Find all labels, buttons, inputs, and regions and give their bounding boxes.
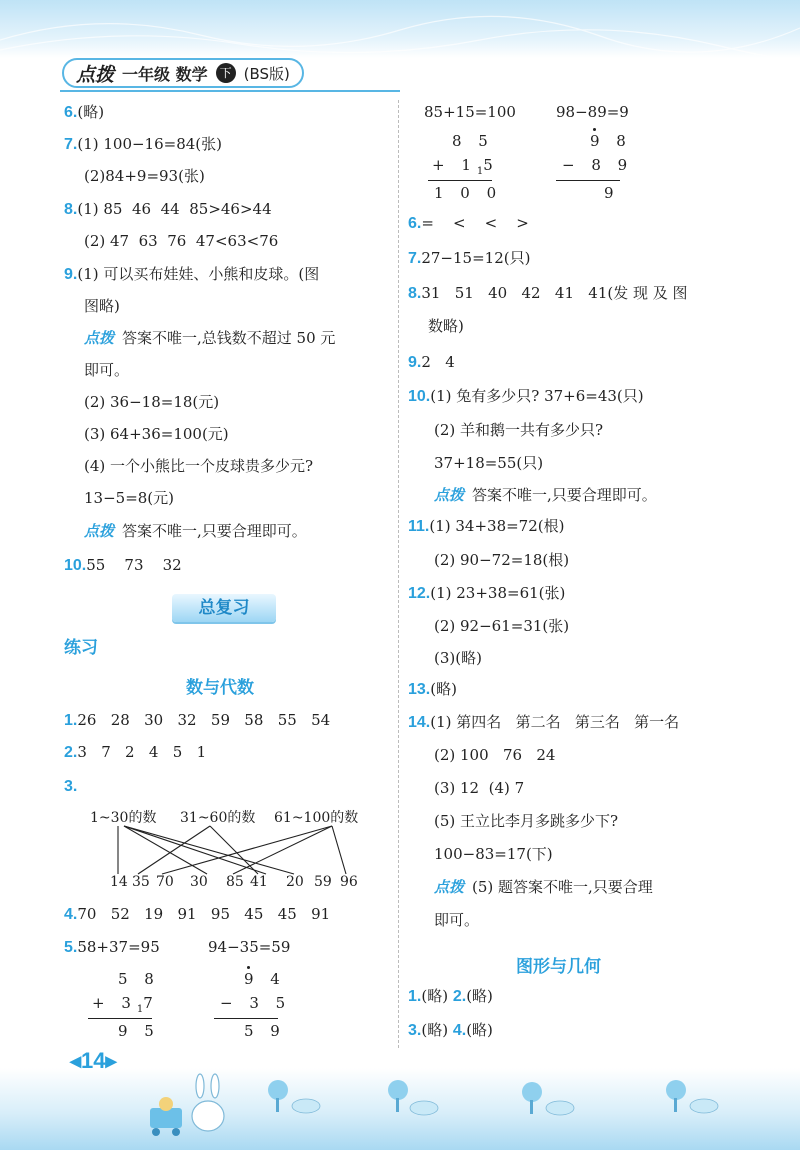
calc-line [428, 180, 492, 181]
answer-item: 10.(1) 兔有多少只? 37+6=43(只) [408, 387, 644, 405]
tip-label: 点拨 [434, 878, 465, 896]
item-number: 12. [408, 585, 431, 602]
answer-item: 6.(略) [64, 103, 105, 121]
calc-line [214, 1018, 278, 1019]
answer-item: 4.70 52 19 91 95 45 45 91 [64, 905, 331, 923]
item-number: 14. [408, 714, 431, 731]
tip-label: 点拨 [84, 522, 115, 540]
bush-icon [292, 1099, 320, 1113]
answer-line: (2) 92−61=31(张) [434, 617, 570, 635]
answer-item: 8.31 51 40 42 41 41(发 现 及 图 [408, 284, 688, 302]
tip-note: 点拨 答案不唯一,只要合理即可。 [434, 486, 657, 504]
vertical-calculation [556, 128, 634, 208]
calc-top: 8 5 [452, 132, 494, 150]
borrow-dot [247, 966, 250, 969]
number-node: 59 [314, 874, 332, 890]
tip-note: 点拨 答案不唯一,总钱数不超过 50 元 [84, 329, 336, 347]
answer-item: 7.27−15=12(只) [408, 249, 531, 267]
calc-result: 9 [604, 184, 620, 202]
group-label: 1~30的数 [90, 810, 157, 826]
answer-item: 3.(略) 4.(略) [408, 1021, 493, 1039]
answer-item: 9.(1) 可以买布娃娃、小熊和皮球。(图 [64, 265, 320, 283]
item-number: 1. [408, 988, 422, 1005]
answer-line: 13−5=8(元) [84, 489, 175, 507]
calc-middle: + $3_17$ [92, 994, 159, 1015]
item-number: 2. [64, 744, 78, 761]
answer-item [64, 776, 77, 797]
answer-item: 8.(1) 85 46 44 85>46>44 [64, 200, 272, 218]
item-number: 3. [64, 778, 78, 795]
item-number: 5. [64, 939, 78, 956]
calc-result: 9 5 [118, 1022, 160, 1040]
book-header [62, 58, 304, 88]
brand-logo: 点拨 [76, 63, 115, 86]
borrow-dot [593, 128, 596, 131]
tree-icon [268, 1080, 288, 1112]
answer-line: (2) 90−72=18(根) [434, 551, 570, 569]
bush-icon [546, 1101, 574, 1115]
item-number: 10. [64, 557, 87, 574]
footer-illustration [0, 1068, 800, 1150]
number-node: 70 [156, 874, 174, 890]
group-label: 31~60的数 [180, 810, 256, 826]
answer-item: 9.2 4 [408, 353, 455, 371]
item-number: 7. [408, 250, 422, 267]
volume-badge: 下 [216, 63, 236, 83]
answer-line: (3) 64+36=100(元) [84, 425, 229, 443]
answer-line: (2) 100 76 24 [434, 746, 556, 764]
edition-label: (BS版) [243, 64, 290, 83]
item-number: 7. [64, 136, 78, 153]
answer-item: 14.(1) 第四名 第二名 第三名 第一名 [408, 713, 680, 731]
page-number: ◂14▸ [70, 1048, 117, 1073]
calc-result: 5 9 [244, 1022, 286, 1040]
cart-icon [150, 1097, 182, 1136]
practice-heading: 练习 [64, 638, 98, 658]
answer-line: 即可。 [434, 911, 480, 929]
header-rule [60, 90, 400, 92]
answer-line: (4) 一个小熊比一个皮球贵多少元? [84, 457, 314, 475]
wave-pattern-decoration [0, 0, 800, 58]
answer-item: 12.(1) 23+38=61(张) [408, 584, 566, 602]
number-node: 85 [226, 874, 244, 890]
item-number: 13. [408, 681, 431, 698]
number-node: 96 [340, 874, 358, 890]
answer-item: 6.= < < > [408, 214, 529, 232]
answer-line: (2) 36−18=18(元) [84, 393, 220, 411]
item-number: 9. [408, 354, 422, 371]
answer-item: 11.(1) 34+38=72(根) [408, 517, 565, 535]
tip-note: 点拨 (5) 题答案不唯一,只要合理 [434, 878, 653, 896]
vertical-calculation [88, 966, 158, 1046]
answer-line: 数略) [428, 317, 464, 335]
answer-line: (3)(略) [434, 649, 482, 667]
tree-icon [522, 1082, 542, 1114]
answer-line: 37+18=55(只) [434, 454, 544, 472]
calc-result: 1 0 0 [434, 184, 503, 202]
tip-note: 点拨 答案不唯一,只要合理即可。 [84, 522, 307, 540]
bush-icon [690, 1099, 718, 1113]
number-node: 35 [132, 874, 150, 890]
vertical-calculation [428, 128, 503, 208]
group-label: 61~100的数 [274, 810, 359, 826]
item-number: 6. [64, 104, 78, 121]
column-divider [398, 100, 399, 1048]
answer-line: (2) 47 63 76 47<63<76 [84, 232, 279, 250]
item-number: 4. [452, 1022, 467, 1039]
bush-icon [410, 1101, 438, 1115]
subject-title: 一年级 数学 [122, 64, 208, 84]
tip-label: 点拨 [434, 486, 465, 504]
answer-line: (2) 羊和鹅一共有多少只? [434, 421, 604, 439]
calc-line [556, 180, 620, 181]
tree-icon [666, 1080, 686, 1112]
item-number: 10. [408, 388, 431, 405]
answer-item: 2.3 7 2 4 5 1 [64, 743, 207, 761]
item-number: 4. [64, 906, 78, 923]
calc-middle: + $1_15$ [432, 156, 499, 177]
tip-label: 点拨 [84, 329, 115, 347]
answer-item: 1.(略) 2.(略) [408, 987, 493, 1005]
answer-line: (2)84+9=93(张) [84, 167, 205, 185]
item-number: 9. [64, 266, 78, 283]
answer-item: 5.58+37=95 [64, 938, 160, 956]
equation: 98−89=9 [556, 103, 629, 121]
vertical-calculation [214, 966, 292, 1046]
item-number: 11. [408, 518, 430, 535]
matching-diagram [80, 800, 380, 896]
calc-top: 9 8 [590, 132, 632, 150]
number-node: 30 [190, 874, 208, 890]
item-number: 8. [408, 285, 422, 302]
topic-heading: 图形与几何 [516, 957, 601, 977]
item-number: 6. [408, 215, 422, 232]
item-number: 2. [452, 988, 467, 1005]
number-node: 20 [286, 874, 304, 890]
equation: 94−35=59 [208, 938, 291, 956]
answer-line: 即可。 [84, 361, 130, 379]
number-node: 14 [110, 874, 128, 890]
calc-middle: − 8 9 [562, 156, 634, 174]
answer-line: (3) 12 (4) 7 [434, 779, 525, 797]
answer-item: 7.(1) 100−16=84(张) [64, 135, 223, 153]
calc-top: 5 8 [118, 970, 160, 988]
item-number: 8. [64, 201, 78, 218]
number-node: 41 [250, 874, 268, 890]
answer-item: 1.26 28 30 32 59 58 55 54 [64, 711, 331, 729]
topic-heading: 数与代数 [186, 678, 254, 698]
answer-line: 图略) [84, 297, 120, 315]
answer-item: 13.(略) [408, 680, 457, 698]
tree-icon [388, 1080, 408, 1112]
answer-line: (5) 王立比李月多跳多少下? [434, 812, 619, 830]
section-title-badge: 总复习 [172, 594, 276, 622]
calc-top: 9 4 [244, 970, 286, 988]
calc-line [88, 1018, 152, 1019]
answer-item: 10.55 73 32 [64, 556, 182, 574]
item-number: 1. [64, 712, 78, 729]
calc-middle: − 3 5 [220, 994, 292, 1012]
item-number: 3. [408, 1022, 422, 1039]
equation: 85+15=100 [424, 103, 516, 121]
answer-line: 100−83=17(下) [434, 845, 553, 863]
bunny-icon [192, 1074, 224, 1131]
